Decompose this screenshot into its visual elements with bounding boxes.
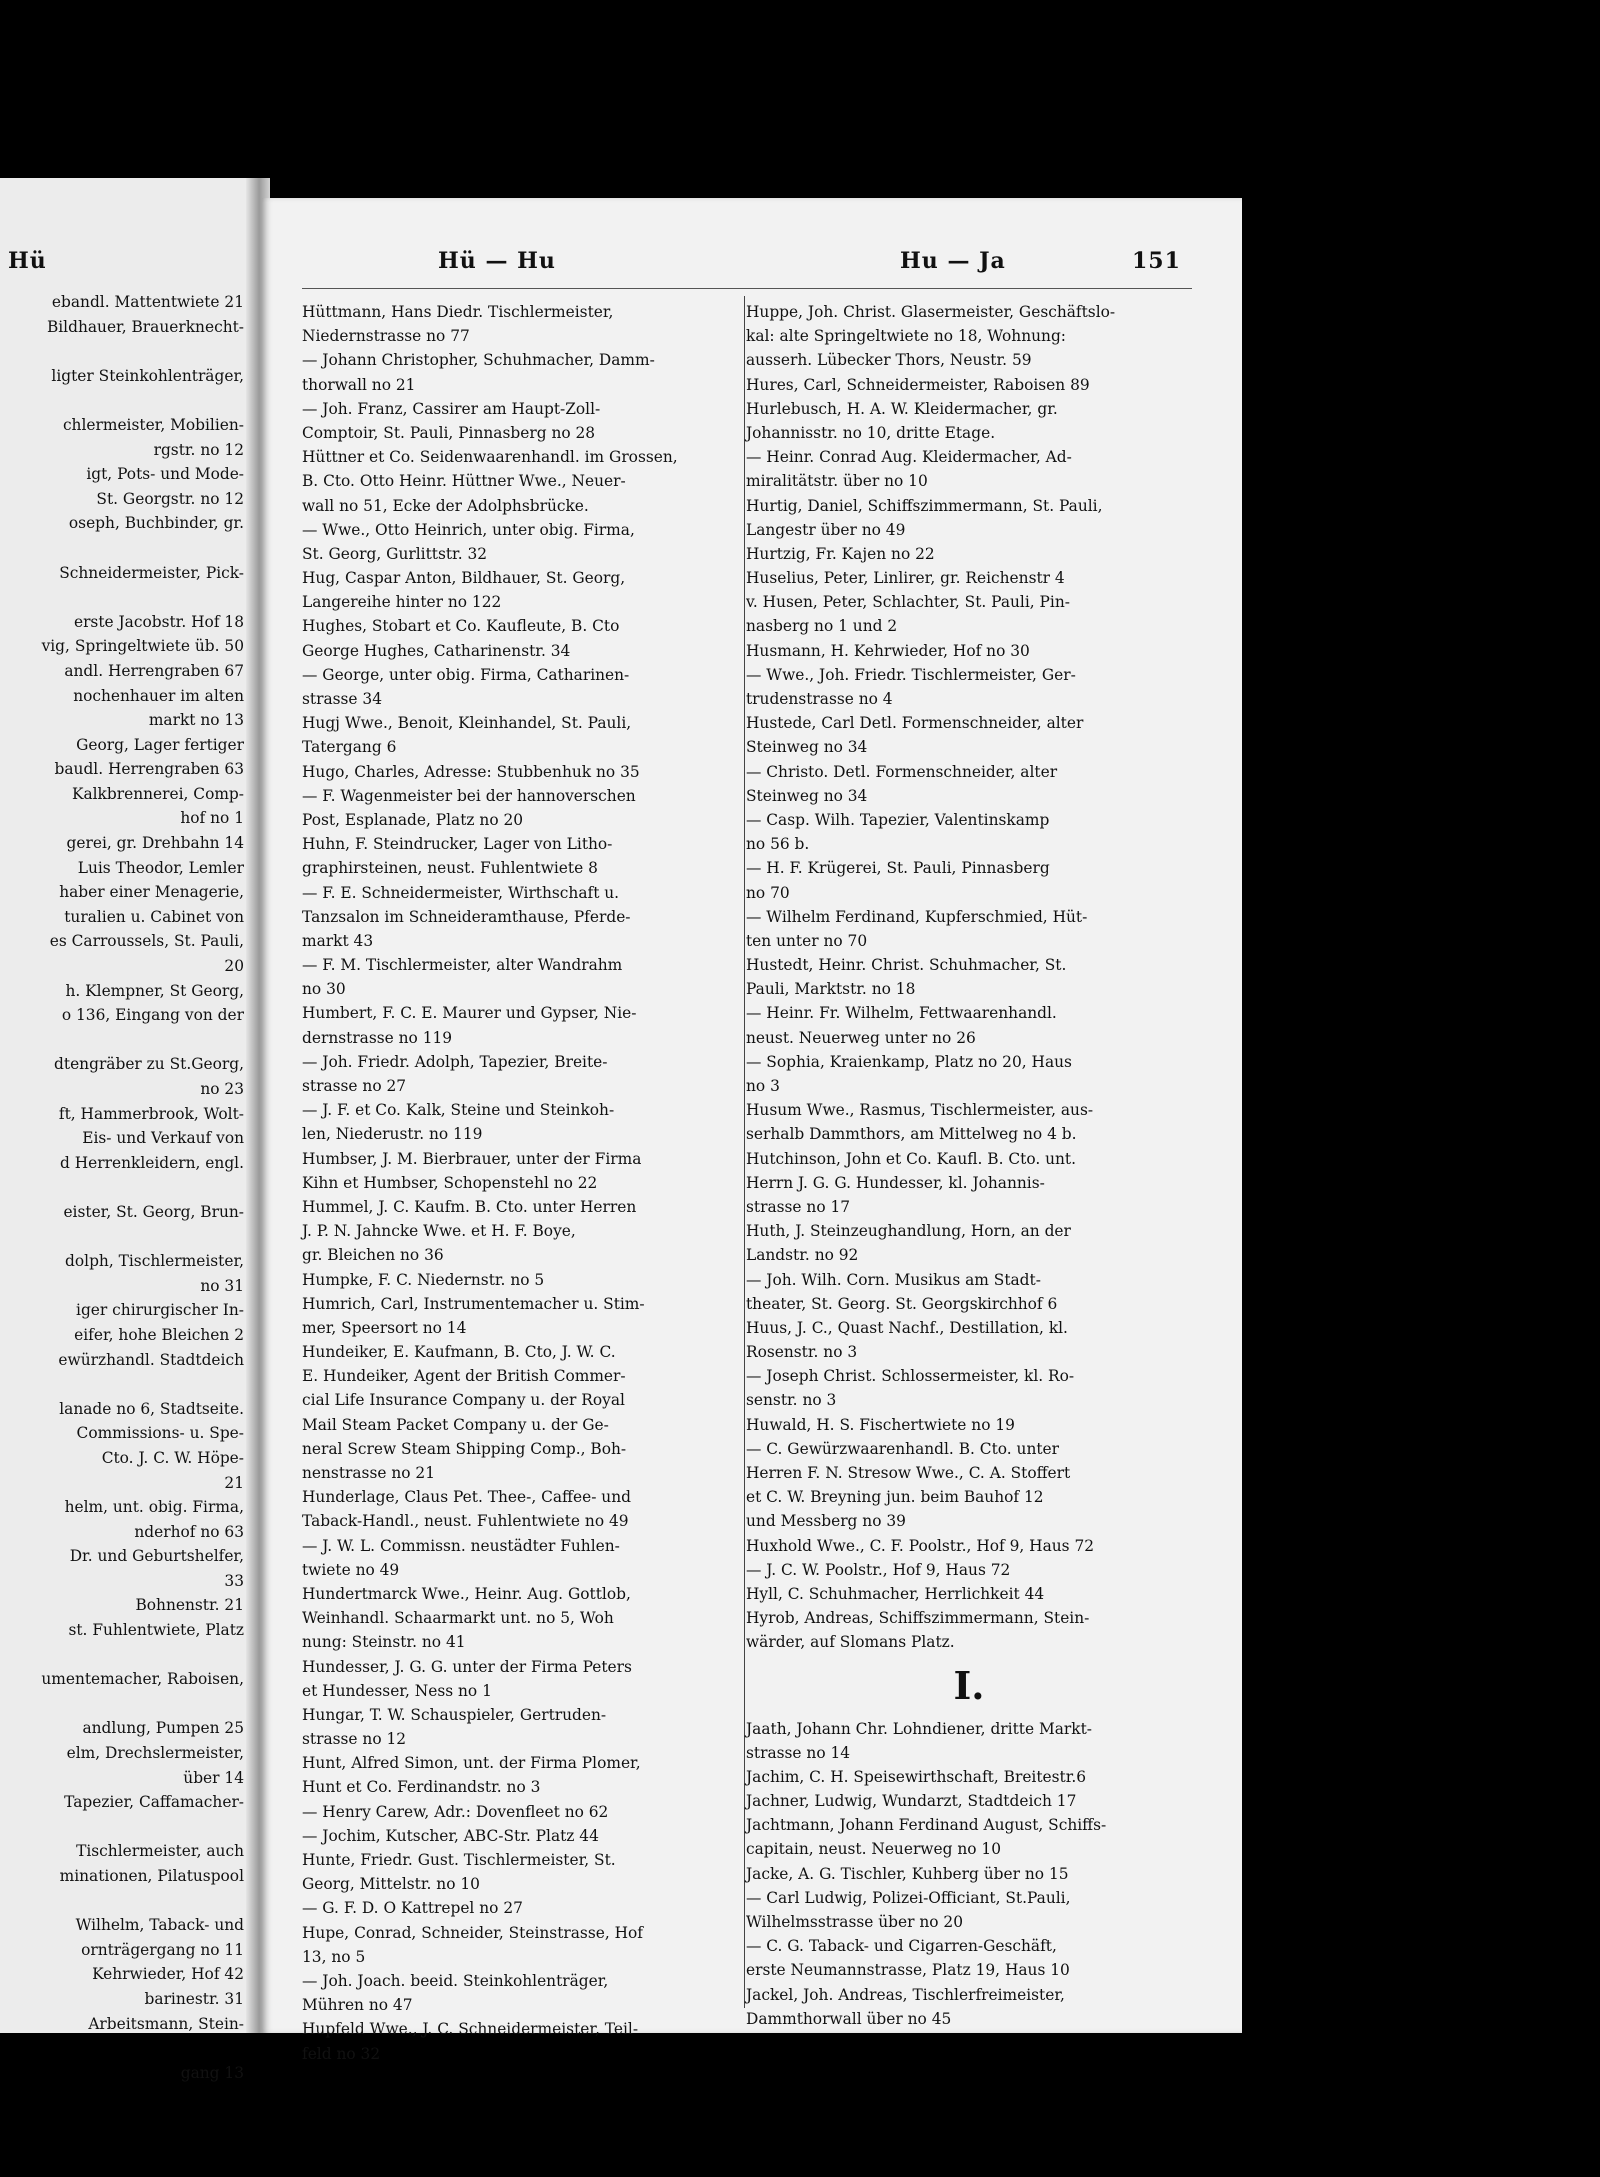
entry-line: mer, Speersort no 14 [302,1318,467,1337]
entry-line: — Wilhelm Ferdinand, Kupferschmied, Hüt- [746,907,1088,926]
column-rule [744,296,745,2008]
entry-line: — F. E. Schneidermeister, Wirthschaft u. [302,883,620,902]
entry-line: — Joh. Franz, Cassirer am Haupt-Zoll- [302,399,601,418]
entry-line: Arbeitsmann, Stein- [88,2014,244,2033]
entry-line: Hurlebusch, H. A. W. Kleidermacher, gr. [746,399,1058,418]
entry-line: Jachner, Ludwig, Wundarzt, Stadtdeich 17 [746,1792,1077,1811]
entry-line [4,1692,244,1717]
entry-line: baudl. Herrengraben 63 [54,760,244,779]
entry-line: Hyll, C. Schuhmacher, Herrlichkeit 44 [746,1584,1045,1603]
entry-line: St. Georg, Gurlittstr. 32 [302,544,488,563]
entry-line: Comptoir, St. Pauli, Pinnasberg no 28 [302,423,596,442]
entry-line: helm, unt. obig. Firma, [64,1498,244,1517]
entry-line: et Hundesser, Ness no 1 [302,1681,492,1700]
entry-line: Weinhandl. Schaarmarkt unt. no 5, Woh [302,1609,614,1628]
entry-line: erste Neumannstrasse, Platz 19, Haus 10 [746,1961,1070,1980]
entry-line: Hustede, Carl Detl. Formenschneider, alter [746,714,1084,733]
entry-line: minationen, Pilatuspool [59,1867,244,1885]
entry-line: wall no 51, Ecke der Adolphsbrücke. [302,496,589,515]
entry-line: — Joh. Friedr. Adolph, Tapezier, Breite- [302,1052,608,1071]
column-b-j-entries [746,1717,1192,2031]
entry-line: erste Jacobstr. Hof 18 [73,612,244,631]
entry-line: Tanzsalon im Schneideramthause, Pferde- [302,907,631,926]
entry-line: 21 [224,1473,244,1492]
entry-line: elm, Drechslermeister, [66,1744,244,1763]
entry-line: Hurtig, Daniel, Schiffszimmermann, St. Pauli, [746,496,1103,515]
entry-line: nung: Steinstr. no 41 [302,1633,466,1652]
entry-line: Kihn et Humbser, Schopenstehl no 22 [302,1173,598,1192]
entry-line [4,1889,244,1914]
entry-line: J. P. N. Jahncke Wwe. et H. F. Boye, [302,1222,576,1241]
entry-line: Bohnenstr. 21 [135,1596,244,1615]
entry-line: — C. G. Taback- und Cigarren-Geschäft, [746,1937,1057,1956]
entry-line: Jacke, A. G. Tischler, Kuhberg über no 15 [746,1864,1069,1883]
entry-line: nderhof no 63 [134,1522,244,1541]
entry-line: Hugo, Charles, Adresse: Stubbenhuk no 35 [302,762,640,781]
entry-line: — C. Gewürzwaarenhandl. B. Cto. unter [746,1439,1060,1458]
entry-line: Jackel, Joh. Andreas, Tischlerfreimeister, [746,1985,1065,2004]
entry-line: kal: alte Springeltwiete no 18, Wohnung: [746,327,1066,346]
entry-line: Hug, Caspar Anton, Bildhauer, St. Georg, [302,569,626,588]
entry-line: Hundertmarck Wwe., Heinr. Aug. Gottlob, [302,1584,631,1603]
entry-line: Cto. J. C. W. Höpe- [101,1448,244,1467]
entry-line: — Heinr. Fr. Wilhelm, Fettwaarenhandl. [746,1004,1057,1023]
entry-line: ft, Hammerbrook, Wolt- [58,1104,244,1123]
entry-line: wärder, auf Slomans Platz. [746,1633,955,1652]
entry-line: E. Hundeiker, Agent der British Commer- [302,1367,626,1386]
entry-line: eifer, hohe Bleichen 2 [74,1325,244,1344]
entry-line: 33 [224,1571,244,1590]
entry-line: Huhn, F. Steindrucker, Lager von Litho- [302,835,613,854]
entry-line: — H. F. Krügerei, St. Pauli, Pinnasberg [746,859,1050,878]
section-letter: I. [953,1662,985,1708]
entry-line: Johannisstr. no 10, dritte Etage. [746,423,996,442]
entry-line: Hundesser, J. G. G. unter der Firma Peters [302,1657,632,1676]
page-number: 151 [1132,248,1181,274]
entry-line: ligter Steinkohlenträger, [51,366,244,385]
entry-line: igt, Pots- und Mode- [86,465,244,484]
entry-line: thorwall no 21 [302,375,416,394]
entry-line: Steinweg no 34 [746,786,868,805]
entry-line: Hupfeld Wwe., J. C. Schneidermeister, Teil- [302,2020,639,2039]
entry-line: Mail Steam Packet Company u. der Ge- [302,1415,609,1434]
entry-line: — Wwe., Otto Heinrich, unter obig. Firma, [302,520,635,539]
entry-line: v. Husen, Peter, Schlachter, St. Pauli, Pin- [746,593,1070,612]
entry-line: Hüttmann, Hans Diedr. Tischlermeister, [302,303,614,321]
left-page-header: Hü [8,248,47,274]
column-b [746,300,1192,2031]
entry-line: eister, St. Georg, Brun- [63,1202,244,1221]
entry-line: Luis Theodor, Lemler [77,858,244,877]
entry-line: Kalkbrennerei, Comp- [71,784,244,803]
entry-line: Kehrwieder, Hof 42 [92,1965,244,1984]
column-b-h-entries [746,300,1192,1655]
entry-line: Eis- und Verkauf von [82,1129,244,1148]
entry-line: serhalb Dammthors, am Mittelweg no 4 b. [746,1125,1077,1144]
entry-line: Huxhold Wwe., C. F. Poolstr., Hof 9, Haus 72 [746,1536,1095,1555]
entry-line: George Hughes, Catharinenstr. 34 [302,641,571,660]
entry-line: über 14 [183,1768,244,1787]
entry-line: Humrich, Carl, Instrumentemacher u. Stim- [302,1294,645,1313]
entry-line: andlung, Pumpen 25 [82,1719,244,1738]
entry-line: ausserh. Lübecker Thors, Neustr. 59 [746,351,1032,370]
left-page [0,178,246,2082]
entry-line: strasse no 12 [302,1730,407,1749]
entry-line: — Sophia, Kraienkamp, Platz no 20, Haus [746,1052,1072,1071]
entry-line: Huselius, Peter, Linlirer, gr. Reichenstr 4 [746,569,1065,588]
entry-line: Hüttner et Co. Seidenwaarenhandl. im Grossen, [302,448,678,467]
entry-line: no 23 [200,1080,244,1098]
entry-line: Schneidermeister, Pick- [59,563,244,582]
entry-line: andl. Herrengraben 67 [64,661,244,680]
entry-line: Husum Wwe., Rasmus, Tischlermeister, aus- [746,1101,1094,1120]
entry-line: Hunte, Friedr. Gust. Tischlermeister, St. [302,1851,616,1869]
entry-line: B. Cto. Otto Heinr. Hüttner Wwe., Neuer- [302,472,626,491]
entry-line: Hurtzig, Fr. Kajen no 22 [746,544,935,563]
entry-line: ewürzhandl. Stadtdeich [58,1350,244,1369]
entry-line: ebandl. Mattentwiete 21 [51,293,244,311]
entry-line [4,536,244,561]
entry-line: feld no 32 [302,2044,381,2063]
entry-line: neust. Neuerweg unter no 26 [746,1028,976,1047]
entry-line: Taback-Handl., neust. Fuhlentwiete no 49 [302,1512,629,1531]
entry-line: neral Screw Steam Shipping Comp., Boh- [302,1439,627,1458]
entry-line: graphirsteinen, neust. Fuhlentwiete 8 [302,859,598,878]
entry-line: strasse no 27 [302,1077,407,1095]
running-header-left: Hü — Hu [438,248,556,274]
entry-line: — Heinr. Conrad Aug. Kleidermacher, Ad- [746,448,1072,467]
entry-line: Post, Esplanade, Platz no 20 [302,810,524,829]
entry-line: — Christo. Detl. Formenschneider, alter [746,762,1058,781]
entry-line: — G. F. D. O Kattrepel no 27 [302,1899,523,1918]
entry-line: Bildhauer, Brauerknecht- [46,317,244,336]
entry-line: Georg, Mittelstr. no 10 [302,1875,480,1894]
entry-line: Hutchinson, John et Co. Kaufl. B. Cto. unt. [746,1149,1077,1168]
entry-line: Hunt, Alfred Simon, unt. der Firma Plomer, [302,1754,641,1773]
entry-line: 13, no 5 [302,1947,366,1966]
entry-line [4,1643,244,1668]
entry-line: haber einer Menagerie, [59,883,244,902]
entry-line: Landstr. no 92 [746,1246,859,1265]
entry-line: — Joh. Joach. beeid. Steinkohlenträger, [302,1971,609,1990]
entry-line: Humbert, F. C. E. Maurer und Gypser, Nie- [302,1004,637,1023]
entry-line: Langestr über no 49 [746,520,906,539]
entry-line: miralitätstr. über no 10 [746,472,928,491]
entry-line: no 30 [302,980,346,999]
entry-line: markt 43 [302,931,374,950]
entry-line: nenstrasse no 21 [302,1464,435,1482]
entry-line: Herrn J. G. G. Hundesser, kl. Johannis- [746,1173,1045,1192]
entry-line: — Joseph Christ. Schlossermeister, kl. Ro- [746,1367,1075,1386]
entry-line: Pauli, Marktstr. no 18 [746,980,916,999]
entry-line: gr. Bleichen no 36 [302,1246,444,1265]
entry-line [4,1175,244,1200]
entry-line: Niedernstrasse no 77 [302,327,470,346]
entry-line: ten unter no 70 [746,931,868,950]
entry-line: — Wwe., Joh. Friedr. Tischlermeister, Ger- [746,665,1076,684]
entry-line: Dr. und Geburtshelfer, [69,1547,244,1566]
entry-line: cial Life Insurance Company u. der Royal [302,1391,625,1410]
entry-line: Rosenstr. no 3 [746,1343,858,1362]
entry-line: twiete no 49 [302,1560,400,1579]
entry-line: Humpke, F. C. Niedernstr. no 5 [302,1270,545,1289]
entry-line: Huppe, Joh. Christ. Glasermeister, Geschäftslo- [746,303,1116,321]
entry-line: strasse no 14 [746,1743,851,1762]
entry-line: Jaath, Johann Chr. Lohndiener, dritte Markt- [746,1719,1092,1738]
entry-line: no 56 b. [746,835,810,854]
entry-line: trudenstrasse no 4 [746,690,893,708]
entry-line: Jachim, C. H. Speisewirthschaft, Breitestr.6 [746,1767,1087,1786]
entry-line: oseph, Buchbinder, gr. [68,514,244,533]
entry-line: no 31 [200,1276,244,1295]
entry-line: hof no 1 [180,809,244,828]
entry-line: Commissions- u. Spe- [76,1424,244,1443]
entry-line: senstr. no 3 [746,1391,837,1410]
entry-line: st. Fuhlentwiete, Platz [68,1621,244,1640]
entry-line: gang 13 [180,2063,244,2082]
entry-line [4,339,244,364]
entry-line: Hughes, Stobart et Co. Kaufleute, B. Cto [302,617,620,636]
entry-line: — George, unter obig. Firma, Catharinen- [302,665,630,684]
entry-line: — J. W. L. Commissn. neustädter Fuhlen- [302,1536,620,1555]
entry-line [4,1028,244,1053]
entry-line: Tatergang 6 [302,738,397,757]
entry-line: lanade no 6, Stadtseite. [59,1399,244,1418]
entry-line: Tischlermeister, auch [76,1842,244,1861]
column-a [302,300,742,2066]
entry-line: Husmann, H. Kehrwieder, Hof no 30 [746,641,1030,660]
entry-line: strasse 34 [302,690,382,708]
entry-line: Steinweg no 34 [746,738,868,757]
entry-line [4,1372,244,1397]
entry-line: o 136, Eingang von der [61,1006,244,1025]
entry-line: no 3 [746,1077,780,1095]
entry-line: und Messberg no 39 [746,1512,906,1531]
entry-line: Wilhelmsstrasse über no 20 [746,1913,964,1931]
entry-line: Hures, Carl, Schneidermeister, Raboisen 89 [746,375,1090,394]
entry-line [4,1815,244,1840]
entry-line: Hyrob, Andreas, Schiffszimmermann, Stein- [746,1609,1090,1628]
entry-line: Humbser, J. M. Bierbrauer, unter der Firma [302,1149,642,1168]
entry-line: Jachtmann, Johann Ferdinand August, Schiffs- [746,1816,1107,1835]
entry-line: Hunderlage, Claus Pet. Thee-, Caffee- und [302,1488,631,1507]
entry-line: es Carroussels, St. Pauli, [49,932,244,951]
entry-line: Hugj Wwe., Benoit, Kleinhandel, St. Pauli, [302,714,632,733]
entry-line: Hummel, J. C. Kaufm. B. Cto. unter Herren [302,1197,637,1216]
entry-line: umentemacher, Raboisen, [41,1670,244,1689]
entry-line: — Casp. Wilh. Tapezier, Valentinskamp [746,810,1050,829]
entry-line: gerei, gr. Drehbahn 14 [66,834,244,853]
entry-line [4,388,244,413]
entry-line: — J. F. et Co. Kalk, Steine und Steinkoh- [302,1101,615,1120]
entry-line: — J. C. W. Poolstr., Hof 9, Haus 72 [746,1560,1011,1579]
entry-line: — Joh. Wilh. Corn. Musikus am Stadt- [746,1270,1041,1289]
header-rule [302,288,1192,289]
entry-line: dtengräber zu St.Georg, [54,1055,244,1074]
entry-line: len, Niederustr. no 119 [302,1125,483,1144]
left-page-column [4,290,244,2085]
entry-line: d Herrenkleidern, engl. [60,1153,244,1172]
entry-line: vig, Springeltwiete üb. 50 [41,637,244,656]
entry-line: — Carl Ludwig, Polizei-Officiant, St.Pauli, [746,1888,1071,1907]
entry-line: Dammthorwall über no 45 [746,2009,952,2028]
entry-line: 20 [224,957,244,976]
entry-line: — Jochim, Kutscher, ABC-Str. Platz 44 [302,1826,599,1845]
entry-line: turalien u. Cabinet von [64,907,244,926]
entry-line: no 70 [746,883,790,902]
entry-line: — F. M. Tischlermeister, alter Wandrahm [302,956,623,975]
entry-line: ornträgergang no 11 [81,1940,244,1959]
entry-line: — Johann Christopher, Schuhmacher, Damm- [302,351,655,370]
entry-line: Herren F. N. Stresow Wwe., C. A. Stoffert [746,1464,1071,1482]
running-header-right: Hu — Ja [900,248,1006,274]
entry-line: strasse no 17 [746,1197,851,1216]
entry-line: Hundeiker, E. Kaufmann, B. Cto, J. W. C. [302,1343,616,1362]
entry-line: — Henry Carew, Adr.: Dovenfleet no 62 [302,1802,609,1821]
entry-line: h. Klempner, St Georg, [65,981,244,1000]
entry-line: Wilhelm, Taback- und [75,1916,244,1935]
entry-line: Hupe, Conrad, Schneider, Steinstrasse, Hof [302,1923,643,1942]
entry-line [4,585,244,610]
entry-line: theater, St. Georg. St. Georgskirchhof 6 [746,1294,1058,1313]
entry-line: markt no 13 [148,711,244,730]
entry-line [4,1225,244,1250]
entry-line: Langereihe hinter no 122 [302,593,502,612]
entry-line: Hunt et Co. Ferdinandstr. no 3 [302,1778,541,1797]
entry-line: Huwald, H. S. Fischertwiete no 19 [746,1415,1015,1434]
entry-line: chlermeister, Mobilien- [62,415,244,434]
entry-line: Huus, J. C., Quast Nachf., Destillation, kl. [746,1318,1068,1337]
entry-line: capitain, neust. Neuerweg no 10 [746,1840,1001,1859]
entry-line: nochenhauer im alten [73,686,244,705]
entry-line: et C. W. Breyning jun. beim Bauhof 12 [746,1488,1044,1507]
entry-line: dolph, Tischlermeister, [65,1252,244,1271]
entry-line: Huth, J. Steinzeughandlung, Horn, an der [746,1222,1071,1241]
entry-line: nasberg no 1 und 2 [746,617,898,636]
entry-line: St. Georgstr. no 12 [96,489,244,508]
entry-line: barinestr. 31 [144,1989,244,2008]
entry-line: Tapezier, Caffamacher- [64,1793,244,1812]
entry-line: Georg, Lager fertiger [76,735,244,754]
entry-line [4,2036,244,2061]
entry-line: Hungar, T. W. Schauspieler, Gertruden- [302,1705,607,1724]
entry-line: rgstr. no 12 [153,440,244,459]
entry-line: — F. Wagenmeister bei der hannoverschen [302,786,636,805]
entry-line: dernstrasse no 119 [302,1028,453,1047]
entry-line: Hustedt, Heinr. Christ. Schuhmacher, St. [746,956,1067,975]
entry-line: iger chirurgischer In- [76,1301,244,1320]
entry-line: Mühren no 47 [302,1996,413,2015]
